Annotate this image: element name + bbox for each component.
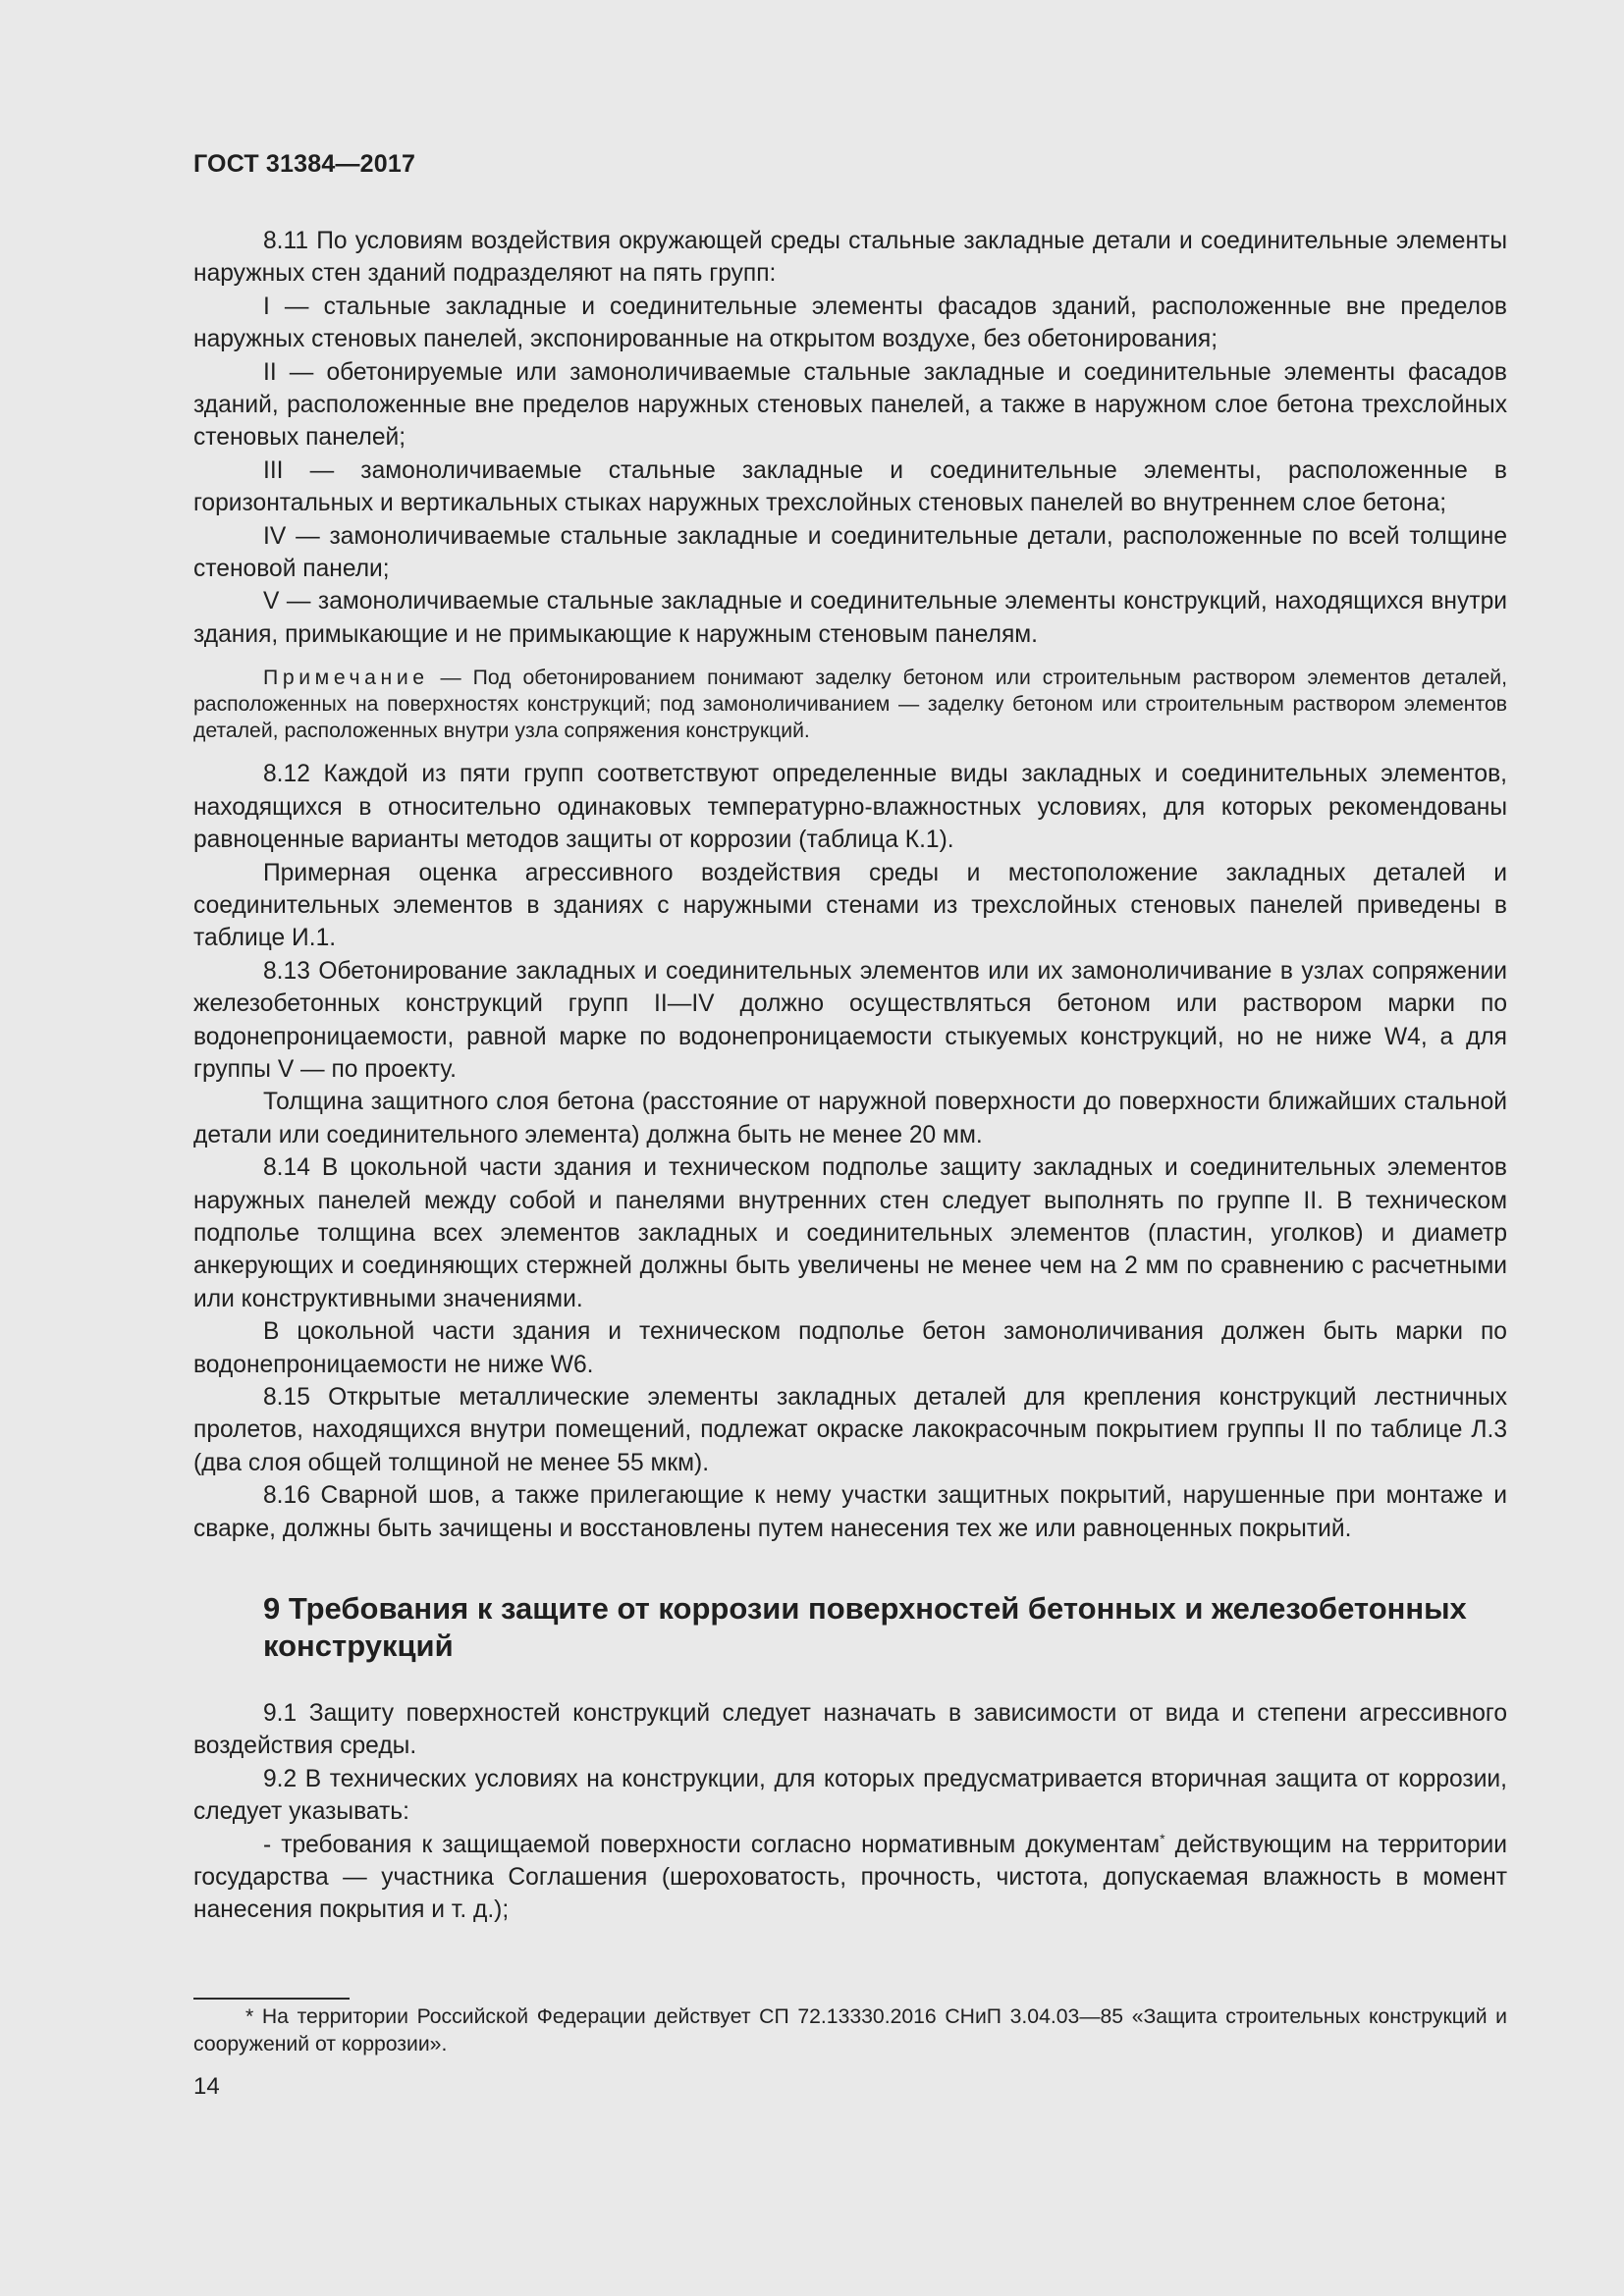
paragraph-9-2: 9.2 В технических условиях на конструкции, для которых предусматривается вторичная защита от коррозии, следует указывать:	[193, 1765, 1507, 1826]
group-4-item: IV — замоноличиваемые стальные закладные и соединительные детали, расположенные по всей толщине стеновой панели;	[193, 522, 1507, 583]
footnote-reference: *	[1160, 1830, 1165, 1846]
group-2-item: II — обетонируемые или замоноличиваемые стальные закладные и соединительные элементы фасадов зданий, расположенные вне пределов наружных стеновых панелей, а также в наружном слое бетона трехслойных стеновых панелей;	[193, 358, 1507, 452]
note-text: — Под обетонированием понимают заделку бетоном или строительным раствором элементов деталей, расположенных на поверхностях конструкций; под замоноличиванием — заделку бетоном или строительным раствором элементов деталей, расположенных внутри узла сопряжения конструкций.	[193, 667, 1507, 743]
note	[193, 665, 1507, 744]
body-text	[193, 225, 1507, 1927]
document-page	[193, 0, 1507, 2296]
list-item-text-start: - требования к защищаемой поверхности согласно нормативным документам	[263, 1831, 1161, 1858]
footnote: * На территории Российской Федерации действует СП 72.13330.2016 СНиП 3.04.03—85 «Защита строительных конструкций и сооружений от коррозии».	[193, 2005, 1507, 2056]
page-number: 14	[193, 2073, 220, 2100]
paragraph-9-2-list-item	[193, 1829, 1507, 1927]
paragraph-9-1: 9.1 Защиту поверхностей конструкций следует назначать в зависимости от вида и степени агрессивного воздействия среды.	[193, 1700, 1507, 1760]
paragraph-8-12-continued: Примерная оценка агрессивного воздействия среды и местоположение закладных деталей и соединительных элементов в зданиях с наружными стенами из трехслойных стеновых панелей приведены в таблице И.1.	[193, 859, 1507, 952]
paragraph-8-16: 8.16 Сварной шов, а также прилегающие к нему участки защитных покрытий, нарушенные при монтаже и сварке, должны быть зачищены и восстановлены путем нанесения тех же или равноценных покрытий.	[193, 1482, 1507, 1542]
paragraph-8-13: 8.13 Обетонирование закладных и соединительных элементов или их замоноличивание в узлах сопряжении железобетонных конструкций групп II—IV должно осуществляться бетоном или раствором марки по водонепроницаемости, равной марке по водонепроницаемости стыкуемых конструкций, но не ниже W4, а для группы V — по проекту.	[193, 957, 1507, 1083]
paragraph-8-14-continued: В цокольной части здания и техническом подполье бетон замоноличивания должен быть марки по водонепроницаемости не ниже W6.	[193, 1318, 1507, 1378]
note-label: Примечание	[263, 667, 429, 690]
paragraph-8-13-continued: Толщина защитного слоя бетона (расстояние от наружной поверхности до поверхности ближайших стальной детали или соединительного элемента) должна быть не менее 20 мм.	[193, 1089, 1507, 1148]
group-1-item: I — стальные закладные и соединительные элементы фасадов зданий, расположенные вне пределов наружных стеновых панелей, экспонированные на открытом воздухе, без обетонирования;	[193, 293, 1507, 353]
document-header: ГОСТ 31384—2017	[193, 150, 416, 178]
paragraph-8-11: 8.11 По условиям воздействия окружающей среды стальные закладные детали и соединительные элементы наружных стен зданий подразделяют на пять групп:	[193, 228, 1507, 288]
list-item-text-end: действующим на территории государства — участника Соглашения (шероховатость, прочность, чистота, допускаемая влажность в момент нанесения покрытия и т. д.);	[193, 1831, 1507, 1924]
group-3-item: III — замоноличиваемые стальные закладные и соединительные элементы, расположенные в горизонтальных и вертикальных стыках наружных трехслойных стеновых панелей во внутреннем слое бетона;	[193, 456, 1507, 517]
group-5-item: V — замоноличиваемые стальные закладные и соединительные элементы конструкций, находящихся внутри здания, примыкающие и не примыкающие к наружным стеновым панелям.	[193, 588, 1507, 648]
paragraph-8-14: 8.14 В цокольной части здания и техническом подполье защиту закладных и соединительных элементов наружных панелей между собой и панелями внутренних стен следует выполнять по группе II. В техническом подполье толщина всех элементов закладных и соединительных элементов (пластин, уголков) и диаметр анкерующих и соединяющих стержней должны быть увеличены не менее чем на 2 мм по сравнению с расчетными или конструктивными значениями.	[193, 1154, 1507, 1312]
footnote-separator	[193, 1998, 350, 2000]
paragraph-8-15: 8.15 Открытые металлические элементы закладных деталей для крепления конструкций лестничных пролетов, находящихся внутри помещений, подлежат окраске лакокрасочным покрытием группы II по таблице Л.3 (два слоя общей толщиной не менее 55 мкм).	[193, 1384, 1507, 1476]
paragraph-8-12: 8.12 Каждой из пяти групп соответствуют определенные виды закладных и соединительных элементов, находящихся в относительно одинаковых температурно-влажностных условиях, для которых рекомендованы равноценные варианты методов защиты от коррозии (таблица К.1).	[193, 761, 1507, 854]
section-9-heading: 9 Требования к защите от коррозии поверхностей бетонных и железобетонных конструкций	[263, 1591, 1467, 1664]
